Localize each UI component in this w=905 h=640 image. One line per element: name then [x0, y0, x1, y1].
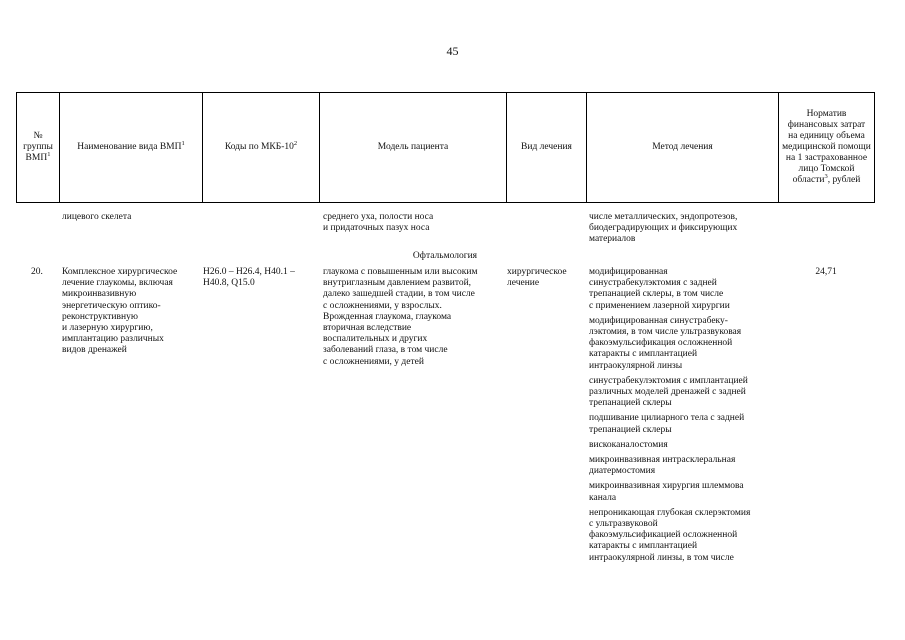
table-header — [16, 92, 875, 203]
method-item: вискоканалостомия — [589, 439, 668, 450]
row-methods — [589, 267, 784, 568]
header-icd: Коды по МКБ-$10^2$ — [203, 93, 320, 203]
section-title: Офтальмология — [412, 251, 478, 261]
row-treatment-type: хирургическое лечение — [507, 267, 567, 289]
method-item: микроинвазивная интрасклеральная диатермостомия — [589, 455, 736, 477]
continuation-method: числе металлических, эндопротезов, биодеградирующих и фиксирующих материалов — [589, 212, 738, 245]
header-treatment-type: Вид лечения — [507, 93, 587, 203]
header-group-number: № группы ВМП$^1$ — [17, 93, 60, 203]
header-name: Наименование вида ВМП$^1$ — [60, 93, 203, 203]
row-cost: 24,71 — [815, 267, 837, 277]
method-item: подшивание цилиарного тела с задней трепанацией склеры — [589, 413, 745, 435]
row-name: Комплексное хирургическое лечение глаукомы, включая микроинвазивную энергетическую оптико- реконструктивную и лазерную хирургию, имплантацию различных видов дренажей — [62, 267, 178, 356]
continuation-name: лицевого скелета — [62, 212, 132, 222]
method-item: непроникающая глубокая склерэктомия с ультразвуковой факоэмульсификацией осложненной катаракты с имплантацией интраокулярной линзы, в том числе — [589, 507, 751, 563]
row-icd-codes: H26.0 – H26.4, H40.1 – H40.8, Q15.0 — [203, 267, 295, 289]
method-item: синустрабекулэктомия с имплантацией различных моделей дренажей с задней трепанацией склеры — [589, 375, 748, 409]
method-item: модифицированная синустрабекулэктомия с задней трепанацией склеры, в том числе с применением лазерной хирургии — [589, 267, 730, 311]
method-item: модифицированная синустрабеку- лэктомия, в том числе ультразвуковая факоэмульсификация осложненной катаракты с имплантацией интраокулярной линзы — [589, 315, 742, 371]
header-cost: Норматив финансовых затрат на единицу объема медицинской помощи на 1 застрахованное лицо Томской области$^3$, рублей — [779, 93, 875, 203]
header-patient-model: Модель пациента — [320, 93, 507, 203]
row-patient-model: глаукома с повышенным или высоким внутриглазным давлением развитой, далеко зашедшей стадии, в том числе с осложнениями, у взрослых. Врожденная глаукома, глаукома вторичная вследствие воспалительных и других заболеваний глаза, в том числе с осложнениями, у детей — [323, 267, 478, 367]
page-number: 45 — [446, 44, 459, 58]
continuation-patient-model: среднего уха, полости носа и придаточных пазух носа — [323, 212, 434, 234]
header-method: Метод лечения — [587, 93, 779, 203]
method-item: микроинвазивная хирургия шлеммова канала — [589, 481, 744, 503]
row-number: 20. — [31, 267, 43, 277]
